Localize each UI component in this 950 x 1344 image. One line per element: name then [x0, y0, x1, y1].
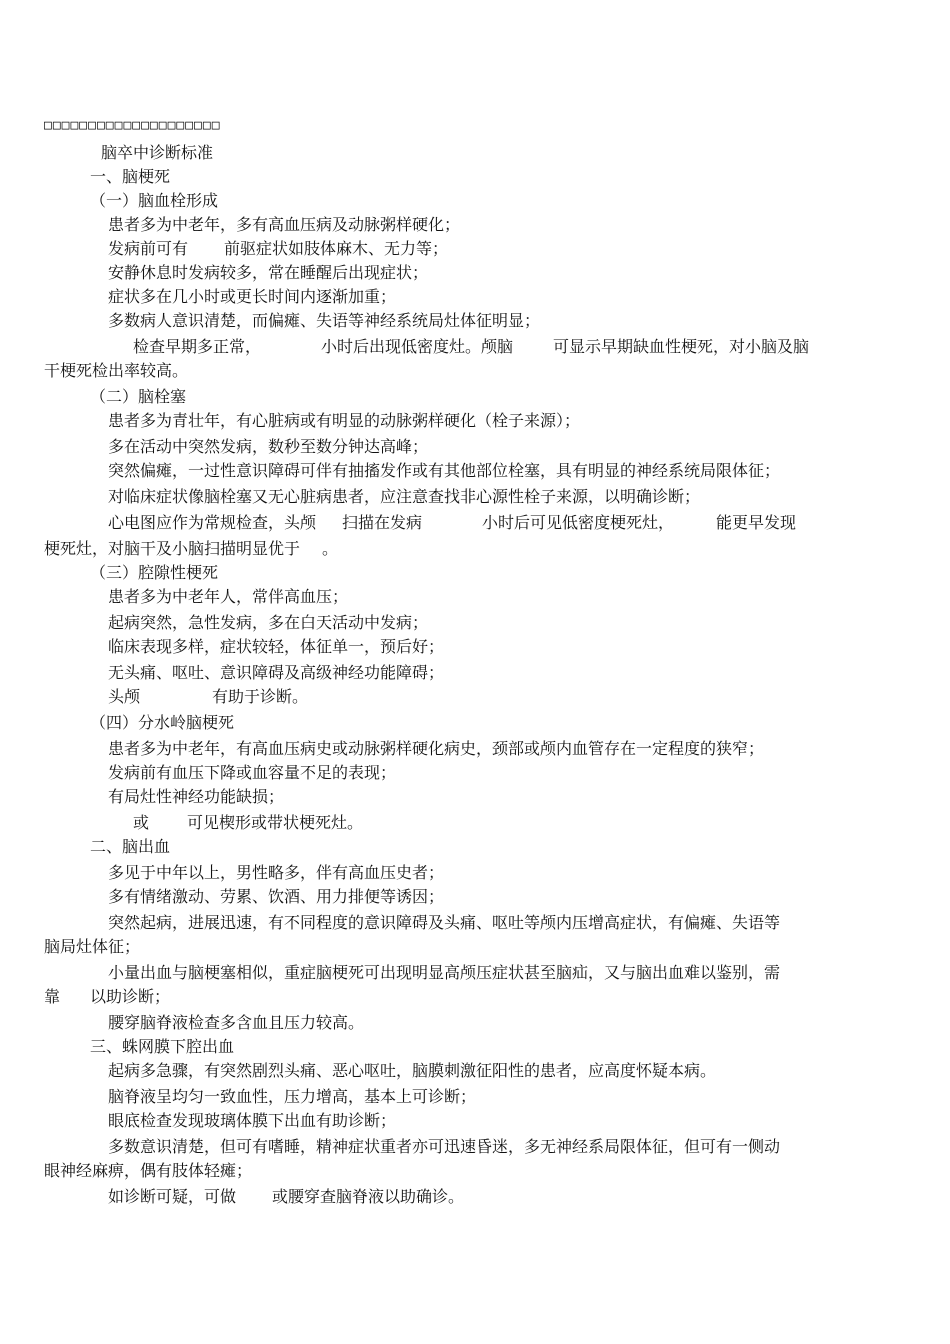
text-fragment: 如诊断可疑，可做 — [108, 1187, 237, 1206]
text-fragment: 前驱症状如肢体麻木、无力等； — [224, 239, 449, 258]
text-fragment: 头颅 — [108, 687, 141, 706]
text-line: 患者多为青壮年，有心脏病或有明显的动脉粥样硬化（栓子来源）； — [108, 411, 581, 430]
text-fragment: 扫描在发病 — [342, 513, 423, 532]
text-line — [44, 986, 170, 1008]
text-fragment: 有助于诊断。 — [212, 687, 309, 706]
text-line: 脑局灶体征； — [44, 937, 141, 956]
section-heading-1: 一、脑梗死 — [90, 167, 171, 186]
text-line: 脑脊液呈均匀一致血性，压力增高，基本上可诊断； — [108, 1087, 477, 1106]
text-fragment: 或 — [133, 813, 150, 832]
text-line: 对临床症状像脑栓塞又无心脏病患者，应注意查找非心源性栓子来源，以明确诊断； — [108, 487, 701, 506]
text-line — [133, 812, 363, 834]
text-line: 多有情绪激动、劳累、饮酒、用力排便等诱因； — [108, 887, 445, 906]
text-fragment: 可显示早期缺血性梗死，对小脑及脑 — [553, 337, 810, 356]
text-fragment: 。 — [322, 539, 339, 558]
text-line — [108, 512, 796, 534]
text-line: 症状多在几小时或更长时间内逐渐加重； — [108, 287, 397, 306]
text-fragment: 或腰穿查脑脊液以助确诊。 — [272, 1187, 465, 1206]
text-line: 起病突然，急性发病，多在白天活动中发病； — [108, 613, 429, 632]
text-line — [108, 238, 448, 260]
text-fragment: 心电图应作为常规检查，头颅 — [108, 513, 317, 532]
text-line: 眼底检查发现玻璃体膜下出血有助诊断； — [108, 1111, 397, 1130]
text-line: 突然起病，进展迅速，有不同程度的意识障碍及头痛、呕吐等颅内压增高症状，有偏瘫、失语等 — [108, 913, 781, 932]
text-line: 眼神经麻痹，偶有肢体轻瘫； — [44, 1161, 253, 1180]
text-line: 患者多为中老年，有高血压病史或动脉粥样硬化病史，颈部或颅内血管存在一定程度的狭窄； — [108, 739, 765, 758]
text-line — [108, 1186, 464, 1208]
text-fragment: 梗死灶，对脑干及小脑扫描明显优于 — [44, 539, 301, 558]
text-line: 腰穿脑脊液检查多含血且压力较高。 — [108, 1013, 365, 1032]
subsection-heading-1-2: （二）脑栓塞 — [90, 387, 187, 406]
text-line: 患者多为中老年，多有高血压病及动脉粥样硬化； — [108, 215, 461, 234]
section-heading-2: 二、脑出血 — [90, 837, 171, 856]
text-line: 患者多为中老年人，常伴高血压； — [108, 587, 349, 606]
text-line: 起病多急骤，有突然剧烈头痛、恶心呕吐，脑膜刺激征阳性的患者，应高度怀疑本病。 — [108, 1061, 717, 1080]
text-fragment: 检查早期多正常， — [133, 337, 262, 356]
text-line: 安静休息时发病较多，常在睡醒后出现症状； — [108, 263, 429, 282]
text-line: 有局灶性神经功能缺损； — [108, 787, 285, 806]
text-fragment: 靠 — [44, 987, 61, 1006]
text-line: 干梗死检出率较高。 — [44, 361, 189, 380]
text-fragment: 可见楔形或带状梗死灶。 — [187, 813, 364, 832]
text-line: 突然偏瘫，一过性意识障碍可伴有抽搐发作或有其他部位栓塞，具有明显的神经系统局限体征； — [108, 461, 781, 480]
text-line — [44, 538, 338, 560]
text-fragment: 发病前可有 — [108, 239, 189, 258]
section-heading-3: 三、蛛网膜下腔出血 — [90, 1037, 235, 1056]
text-line — [108, 686, 308, 708]
subsection-heading-1-1: （一）脑血栓形成 — [90, 191, 219, 210]
text-line: 无头痛、呕吐、意识障碍及高级神经功能障碍； — [108, 663, 445, 682]
page-title: 脑卒中诊断标准 — [101, 143, 214, 162]
text-line: 发病前有血压下降或血容量不足的表现； — [108, 763, 397, 782]
text-fragment: 小时后出现低密度灶。颅脑 — [321, 337, 514, 356]
text-fragment: 能更早发现 — [716, 513, 797, 532]
subsection-heading-1-4: （四）分水岭脑梗死 — [90, 713, 235, 732]
garbled-header-line: □□□□□□□□□□□□□□□□□□□□ — [44, 118, 221, 133]
text-line: 多在活动中突然发病，数秒至数分钟达高峰； — [108, 437, 429, 456]
text-line: 多数病人意识清楚，而偏瘫、失语等神经系统局灶体征明显； — [108, 311, 541, 330]
text-fragment: 以助诊断； — [90, 987, 171, 1006]
subsection-heading-1-3: （三）腔隙性梗死 — [90, 563, 219, 582]
text-fragment: 小时后可见低密度梗死灶， — [482, 513, 675, 532]
text-line: 多数意识清楚，但可有嗜睡，精神症状重者亦可迅速昏迷，多无神经系局限体征，但可有一侧动 — [108, 1137, 781, 1156]
text-line: 小量出血与脑梗塞相似，重症脑梗死可出现明显高颅压症状甚至脑疝，又与脑出血难以鉴别，需 — [108, 963, 781, 982]
text-line: 多见于中年以上，男性略多，伴有高血压史者； — [108, 863, 445, 882]
text-line — [133, 336, 809, 358]
text-line: 临床表现多样，症状较轻，体征单一，预后好； — [108, 637, 445, 656]
